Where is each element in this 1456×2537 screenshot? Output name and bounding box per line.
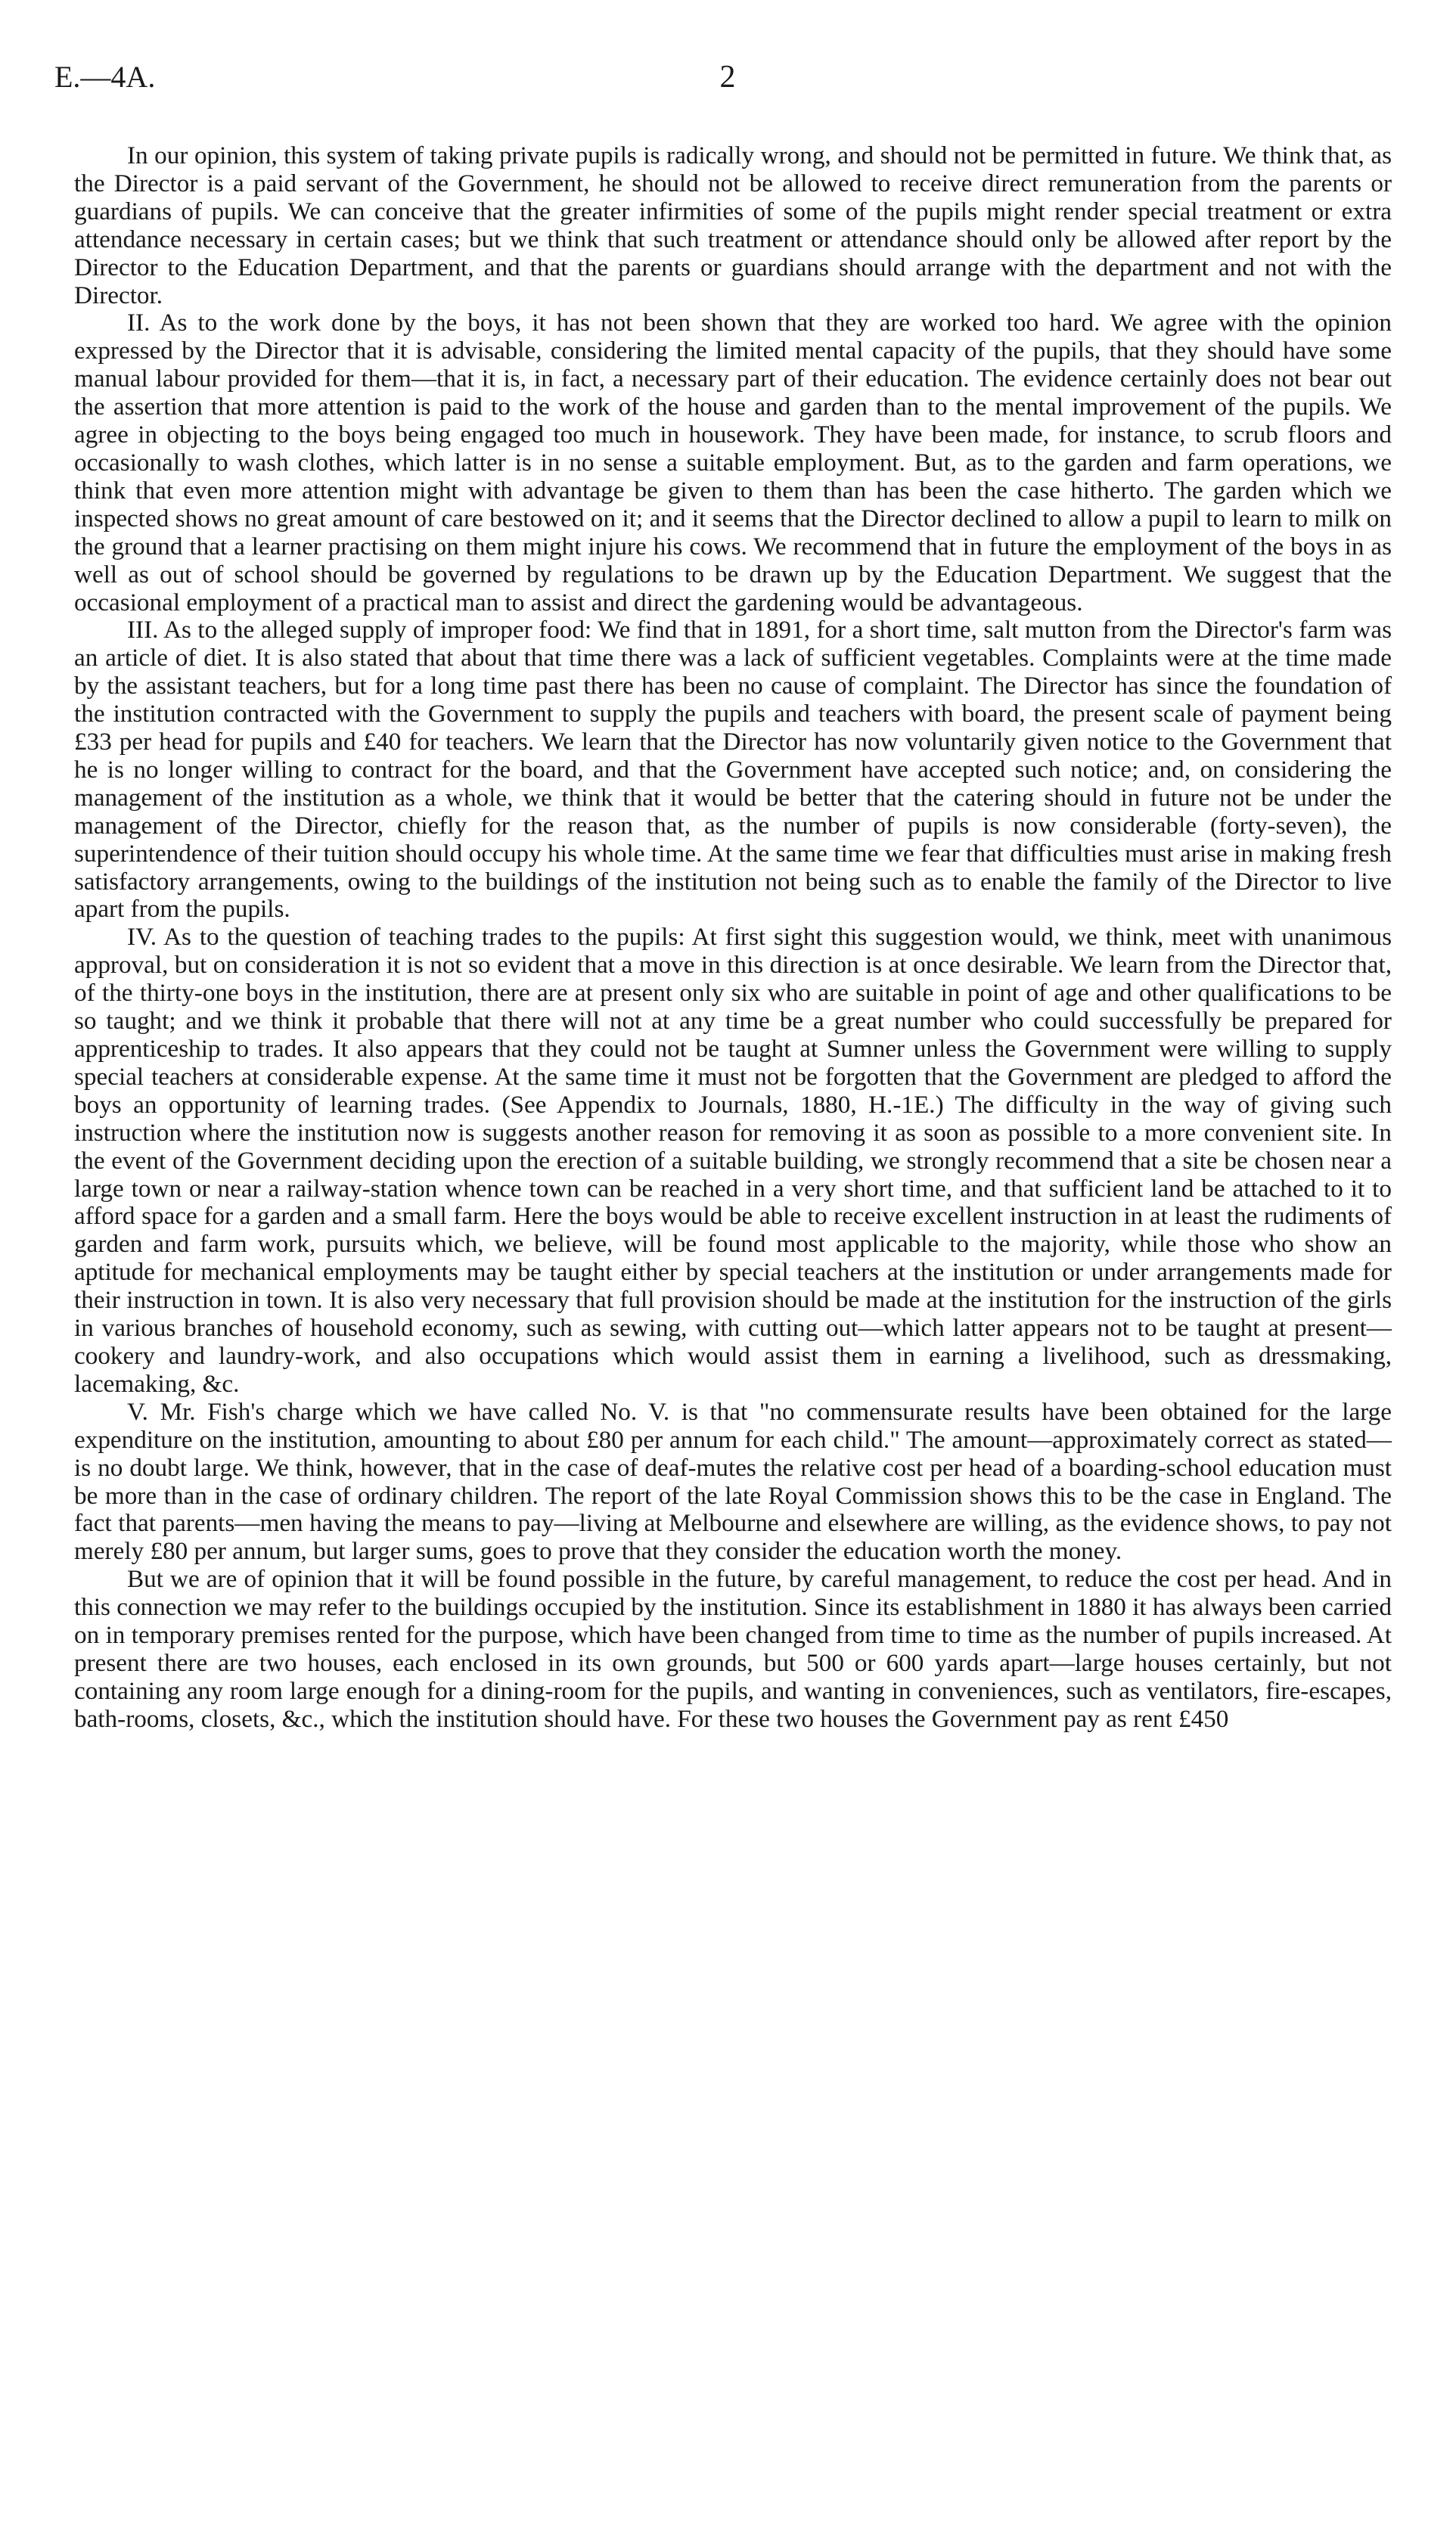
paragraph-ii-work-of-boys: II. As to the work done by the boys, it has not been shown that they are worked too hard. We agree with the opinion expressed by the Director that it is advisable, considering the limited mental capacity of the pupils, that they should have some manual labour provided for them—that it is, in fact, a necessary part of their education. The evidence certainly does not bear out the assertion that more attention is paid to the work of the house and garden than to the mental improvement of the pupils. We agree in objecting to the boys being engaged too much in housework. They have been made, for instance, to scrub floors and occasionally to wash clothes, which latter is in no sense a suitable employment. But, as to the garden and farm operations, we think that even more attention might with advantage be given to them than has been the case hitherto. The garden which we inspected shows no great amount of care bestowed on it; and it seems that the Director declined to allow a pupil to learn to milk on the ground that a learner practising on them might injure his cows. We recommend that in future the employment of the boys in as well as out of school should be governed by regulations to be drawn up by the Education Department. We suggest that the occasional employment of a practical man to assist and direct the gardening would be advantageous. xyxy=(74,309,1392,616)
paragraph-v-expenditure: V. Mr. Fish's charge which we have called No. V. is that "no commensurate results have been obtained for the large expenditure on the institution, amounting to about £80 per annum for each child." The amount—approximately correct as stated—is no doubt large. We think, however, that in the case of deaf-mutes the relative cost per head of a boarding-school education must be more than in the case of ordinary children. The report of the late Royal Commission shows this to be the case in England. The fact that parents—men having the means to pay—living at Melbourne and elsewhere are willing, as the evidence shows, to pay not merely £80 per annum, but larger sums, goes to prove that they consider the education worth the money. xyxy=(74,1397,1392,1566)
page-header xyxy=(54,59,1401,104)
page-number: 2 xyxy=(719,60,736,95)
paragraph-cost-per-head: But we are of opinion that it will be found possible in the future, by careful management, to reduce the cost per head. And in this connection we may refer to the buildings occupied by the institution. Since its establishment in 1880 it has always been carried on in temporary premises rented for the purpose, which have been changed from time to time as the number of pupils increased. At present there are two houses, each enclosed in its own grounds, but 500 or 600 yards apart—large houses certainly, but not containing any room large enough for a dining-room for the pupils, and wanting in conveniences, such as ventilators, fire-escapes, bath-rooms, closets, &c., which the institution should have. For these two houses the Government pay as rent £450 xyxy=(74,1565,1392,1733)
body-text xyxy=(74,142,1392,1734)
paragraph-private-pupils: In our opinion, this system of taking private pupils is radically wrong, and should not be permitted in future. We think that, as the Director is a paid servant of the Government, he should not be allowed to receive direct remuneration from the parents or guardians of pupils. We can conceive that the greater infirmities of some of the pupils might render special treatment or extra attendance necessary in certain cases; but we think that such treatment or attendance should only be allowed after report by the Director to the Education Department, and that the parents or guardians should arrange with the department and not with the Director. xyxy=(74,141,1392,309)
paragraph-iv-teaching-trades: IV. As to the question of teaching trades to the pupils: At first sight this suggestion would, we think, meet with unanimous approval, but on consideration it is not so evident that a move in this direction is at once desirable. We learn from the Director that, of the thirty-one boys in the institution, there are at present only six who are suitable in point of age and other qualifications to be so taught; and we think it probable that there will not at any time be a great number who could successfully be prepared for apprenticeship to trades. It also appears that they could not be taught at Sumner unless the Government were willing to supply special teachers at considerable expense. At the same time it must not be forgotten that the Government are pledged to afford the boys an opportunity of learning trades. (See Appendix to Journals, 1880, H.-1E.) The difficulty in the way of giving such instruction where the institution now is suggests another reason for removing it as soon as possible to a more convenient site. In the event of the Government deciding upon the erection of a suitable building, we strongly recommend that a site be chosen near a large town or near a railway-station whence town can be reached in a very short time, and that sufficient land be attached to it to afford space for a garden and a small farm. Here the boys would be able to receive excellent instruction in at least the rudiments of garden and farm work, pursuits which, we believe, will be found most applicable to the majority, while those who show an aptitude for mechanical employments may be taught either by special teachers at the institution or under arrangements made for their instruction in town. It is also very necessary that full provision should be made at the institution for the instruction of the girls in various branches of household economy, such as sewing, with cutting out—which latter appears not to be taught at present—cookery and laundry-work, and also occupations which would assist them in earning a livelihood, such as dressmaking, lacemaking, &c. xyxy=(74,923,1392,1398)
document-reference: E.—4A. xyxy=(54,60,156,94)
paragraph-iii-improper-food: III. As to the alleged supply of improper food: We find that in 1891, for a short time, salt mutton from the Director's farm was an article of diet. It is also stated that about that time there was a lack of sufficient vegetables. Complaints were at the time made by the assistant teachers, but for a long time past there has been no cause of complaint. The Director has since the foundation of the institution contracted with the Government to supply the pupils and teachers with board, the present scale of payment being £33 per head for pupils and £40 for teachers. We learn that the Director has now voluntarily given notice to the Government that he is no longer willing to contract for the board, and that the Government have accepted such notice; and, on considering the management of the institution as a whole, we think that it would be better that the catering should in future not be under the management of the Director, chiefly for the reason that, as the number of pupils is now considerable (forty-seven), the superintendence of their tuition should occupy his whole time. At the same time we fear that difficulties must arise in making fresh satisfactory arrangements, owing to the buildings of the institution not being such as to enable the family of the Director to live apart from the pupils. xyxy=(74,616,1392,924)
